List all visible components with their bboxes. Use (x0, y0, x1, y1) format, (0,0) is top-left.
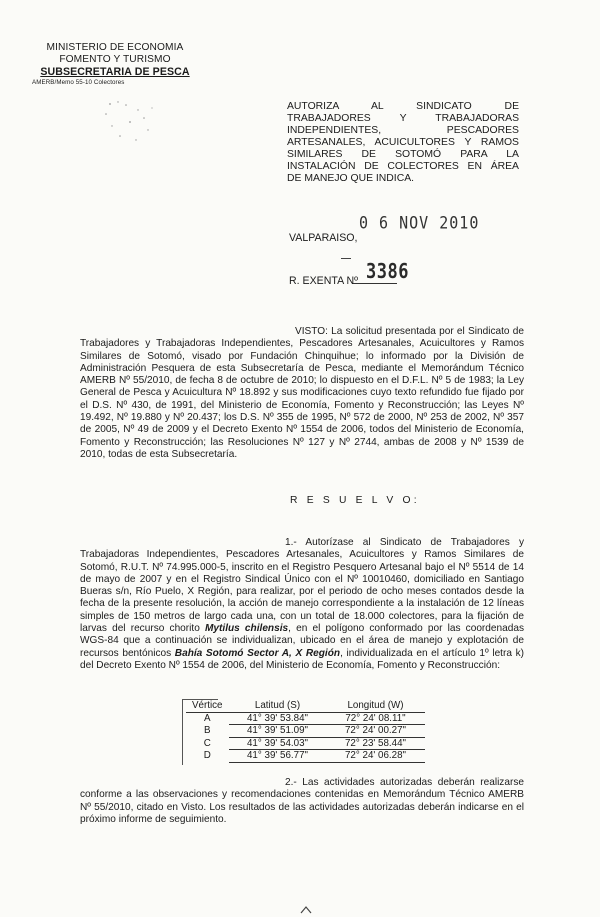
header-ministry: MINISTERIO DE ECONOMIA (46, 42, 184, 53)
resuelvo-heading: R E S U E L V O: (290, 495, 420, 506)
article-2-number: 2.- (285, 777, 297, 788)
longitude-cell: 72° 23' 58.44" (327, 737, 425, 750)
resolution-number: 3386 (366, 260, 409, 284)
subject-line: AUTORIZA AL SINDICATO DE (287, 101, 519, 112)
vertex-cell: D (203, 750, 211, 762)
resolution-underline (353, 283, 397, 284)
latitude-cell: 41° 39' 56.77" (229, 750, 327, 763)
header-latitude: Latitud (S) (229, 700, 327, 712)
article-2-paragraph (80, 777, 524, 826)
species-name: Mytilus chilensis (205, 623, 289, 635)
longitude-cell: 72° 24' 00.27" (327, 725, 425, 738)
article-1-text-b: , en el polígono conformado por las coordenadas WGS-84 que a continuación se individualizan, ubicado en el área de manejo y explotación de recursos bentónicos (80, 623, 525, 659)
visto-heading: VISTO: (295, 326, 328, 337)
vertex-cell: C (203, 737, 211, 749)
article-1-text-c: , individualizada en el artículo 1º letra k) del Decreto Exento Nº 1554 de 2006, del Ministerio de Economía, Fomento y Reconstrucción: (80, 647, 524, 671)
longitude-cell: 72° 24' 06.28" (327, 750, 425, 763)
header-vertex: Vértice (186, 700, 229, 712)
visto-text: La solicitud presentada por el Sindicato de Trabajadores y Trabajadoras Independientes, Pescadores Artesanales, Acuicultores y Ramos Similares de Sotomó, visado por Fundación Chinquihue; lo informado por la División de Administración Pesquera de esta Subsecretaría de Pesca, mediante el Memorándum Técnico AMERB Nº 55/2010, de fecha 8 de octubre de 2010; lo dispuesto en el D.F.L. Nº 5 de 1983; la Ley General de Pesca y Acuicultura Nº 18.892 y sus modificaciones cuyo texto refundido fue fijado por el D.S. Nº 430, de 1991, del Ministerio de Economía, Fomento y Reconstrucción; las Leyes Nº 19.492, Nº 19.880 y Nº 20.437; los D.S. Nº 355 de 1995, Nº 572 de 2000, Nº 253 de 2002, Nº 357 de 2005, Nº 49 de 2009 y el Decreto Exento Nº 1554 de 2006, todos del Ministerio de Economía, Fomento y Reconstrucción; las Resoluciones Nº 127 y Nº 2744, ambas de 2008 y Nº 1539 de 2010, todas de esta Subsecretaría. (80, 326, 524, 460)
vertex-cell: B (203, 725, 211, 737)
header-ministry-2: FOMENTO Y TURISMO (59, 54, 171, 65)
latitude-cell: 41° 39' 53.84" (229, 712, 327, 725)
area-name: Bahía Sotomó Sector A, X Región (174, 647, 341, 659)
date-stamp: 0 6 NOV 2010 (359, 212, 480, 234)
resolution-subject (287, 101, 519, 185)
subject-line: TRABAJADORES Y TRABAJADORAS (287, 113, 519, 124)
table-row (186, 725, 425, 738)
faint-seal-stamp-icon (100, 96, 160, 148)
subject-line: ARTESANALES, ACUICULTORES Y RAMOS (287, 137, 519, 148)
article-1-paragraph (80, 537, 524, 672)
subject-line: DE MANEJO QUE INDICA. (287, 173, 415, 184)
handwritten-mark (341, 258, 351, 259)
header-reference: AMERB/Memo 55-10 Colectores (32, 79, 125, 86)
longitude-cell: 72° 24' 08.11" (327, 712, 425, 725)
table-row (186, 750, 425, 763)
subject-line: INSTALACIÓN DE COLECTORES EN ÁREA (287, 161, 519, 172)
latitude-cell: 41° 39' 54.03" (229, 737, 327, 750)
table-row (186, 737, 425, 750)
subject-line: SIMILARES DE SOTOMÓ PARA LA (287, 149, 519, 160)
resolution-label: R. EXENTA Nº (289, 275, 359, 287)
table-header-row (186, 700, 425, 712)
vertex-cell: A (203, 713, 211, 724)
subject-line: INDEPENDIENTES, PESCADORES (287, 125, 519, 136)
scan-mark-icon (300, 906, 312, 914)
header-longitude: Longitud (W) (327, 700, 425, 712)
header-subsecretaria: SUBSECRETARIA DE PESCA (40, 66, 190, 78)
ministry-header (30, 42, 200, 87)
latitude-cell: 41° 39' 51.09" (229, 725, 327, 738)
article-1-text-a: Autorízase al Sindicato de Trabajadores y Trabajadoras Independientes, Pescadores Artesanales, Acuicultores y Ramos Similares de Sotomó, R.U.T. Nº 74.995.000-5, inscrito en el Registro Pesquero Artesanal bajo el Nº 5514 de 14 de mayo de 2007 y en el Registro Sindical Único con el Nº 10010460, domiciliado en Santiago Bueras s/n, Río Puelo, X Región, para realizar, por el periodo de ocho meses contados desde la fecha de la presente resolución, la acción de manejo correspondiente a la instalación de 12 líneas simples de 150 metros de largo cada una, con un total de 18.000 colectores, para la fijación de larvas del recurso chorito (80, 537, 525, 635)
table-row (186, 712, 425, 725)
coordinates-table (186, 700, 425, 763)
place-label: VALPARAISO, (289, 232, 358, 244)
visto-paragraph (80, 326, 524, 461)
article-2-text: Las actividades autorizadas deberán realizarse conforme a las observaciones y recomendaciones contenidas en Memorándum Técnico AMERB Nº 55/2010, citado en Visto. Los resultados de las actividades autorizadas deberán indicarse en el próximo informe de seguimiento. (80, 777, 524, 825)
article-1-number: 1.- (285, 537, 297, 548)
